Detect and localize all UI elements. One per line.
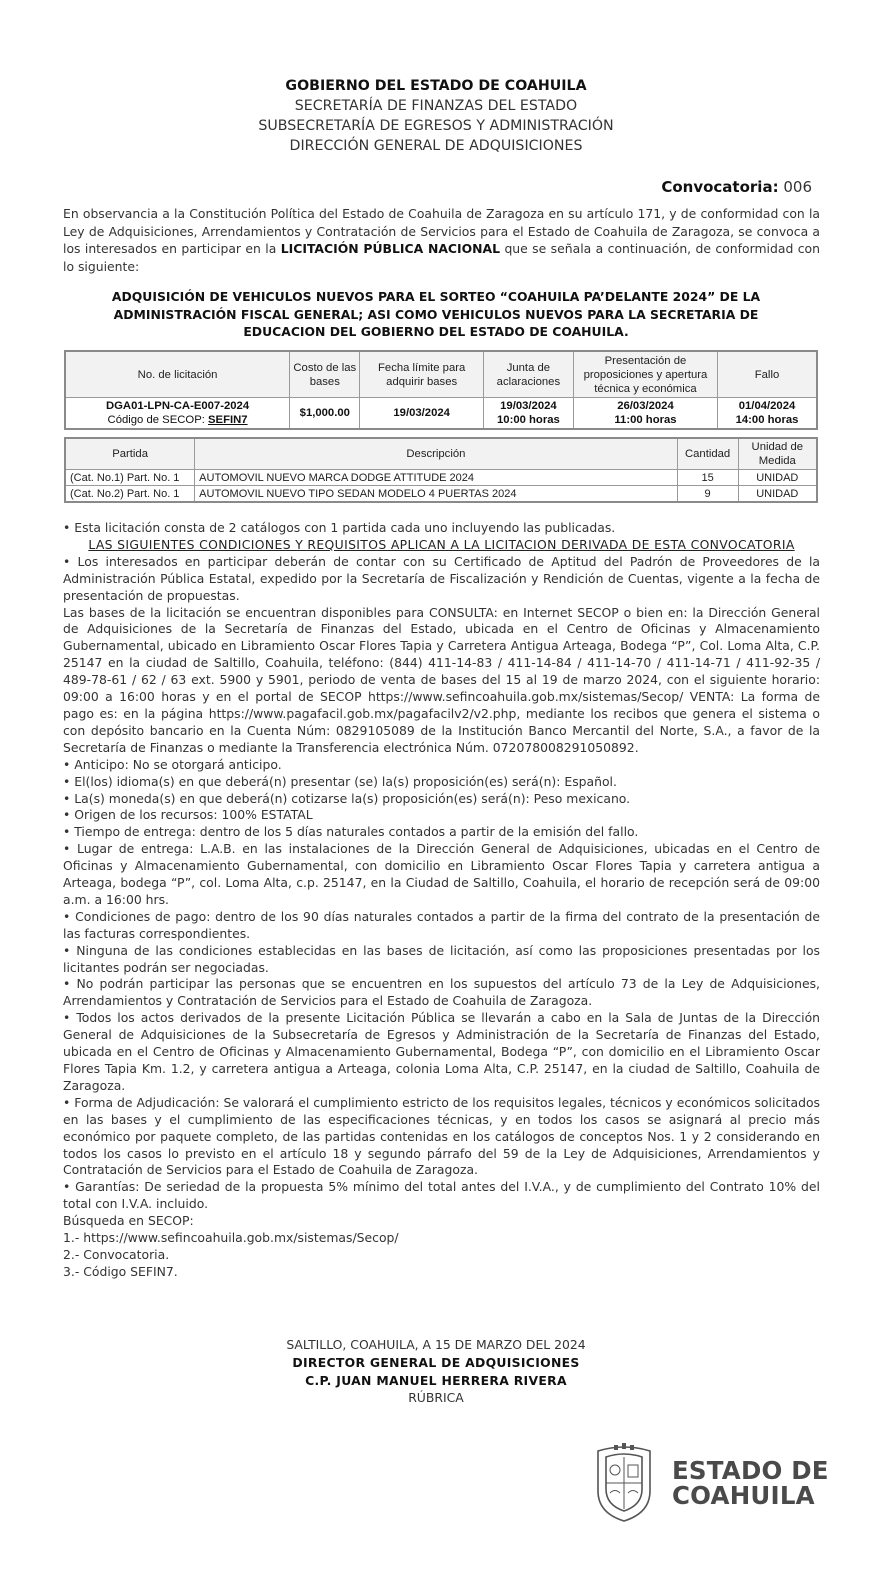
estado-coahuila-logo: [672, 1458, 829, 1508]
logo-line-1: ESTADO DE: [672, 1456, 829, 1485]
government-title: GOBIERNO DEL ESTADO DE COAHUILA: [285, 78, 587, 94]
unidad-cell: UNIDAD: [738, 470, 817, 486]
cell-junta: [483, 398, 573, 430]
header-partida: Partida: [65, 438, 195, 470]
codigo-secop: [68, 413, 287, 427]
origen-item: • Origen de los recursos: 100% ESTATAL: [63, 807, 820, 824]
header-costo: Costo de las bases: [290, 351, 360, 398]
header-descripcion: Descripción: [195, 438, 677, 470]
partida-cell: (Cat. No.1) Part. No. 1: [65, 470, 195, 486]
table-row: [65, 486, 817, 503]
partida-cell: (Cat. No.2) Part. No. 1: [65, 486, 195, 503]
licitacion-row: [65, 398, 817, 430]
presentacion-hora: 11:00 horas: [614, 414, 677, 426]
header-presentacion: Presentación de proposiciones y apertura técnica y económica: [573, 351, 717, 398]
junta-hora: 10:00 horas: [497, 414, 560, 426]
licitacion-table: [64, 350, 818, 430]
table-row: [65, 470, 817, 486]
cell-fallo: [718, 398, 817, 430]
bases-paragraph: Las bases de la licitación se encuentran disponibles para CONSULTA: en Internet SECOP o bien en: la Dirección General de Adquisiciones de la Secretaría de Finanzas del Estado, ubicada en el Centro de Oficinas y Almacenamiento Gubernamental, ubicado en Libramiento Oscar Flores Tapia y Carretera Antigua Arteaga, Bodega “P”, Col. Loma Alta, C.P. 25147 en la ciudad de Saltillo, Coahuila, teléfono: (844) 411-14-83 / 411-14-84 / 411-14-70 / 411-14-71 / 411-92-35 / 489-78-61 / 62 / 63 ext. 5900 y 5901, periodo de venta de bases del 15 al 19 de marzo 2024, con el siguiente horario: 09:00 a 16:00 horas y en el portal de SECOP https://www.sefincoahuila.gob.mx/sistemas/Secop/ VENTA: La forma de pago es: en la página https://www.pagafacil.gob.mx/pagafacilv2/v2.php, mediante los recibos que genera el sistema o con depósito bancario en la Cuenta Núm: 0829105089 de la Institución Banco Mercantil del Norte, S.A., a favor de la Secretaría de Finanzas o mediante la Transferencia electrónica Núm. 072078008291050892.: [63, 604, 820, 755]
licitacion-number: DGA01-LPN-CA-E007-2024: [105, 400, 250, 412]
subject-heading: ADQUISICIÓN DE VEHICULOS NUEVOS PARA EL SORTEO “COAHUILA PA’DELANTE 2024” DE LA ADMINISTRACIÓN FISCAL GENERAL; ASI COMO VEHICULOS NUEVOS PARA LA SECRETARIA DE EDUCACION DEL GOBIERNO DEL ESTADO DE COAHUILA.: [111, 289, 761, 339]
licitacion-header-row: [65, 351, 817, 398]
cell-numero: [65, 398, 290, 430]
descripcion-cell: AUTOMOVIL NUEVO MARCA DODGE ATTITUDE 2024: [195, 470, 677, 486]
codigo-value: SEFIN7: [208, 414, 248, 426]
unidad-cell: UNIDAD: [738, 486, 817, 503]
actos-item: • Todos los actos derivados de la presente Licitación Pública se llevarán a cabo en la Sala de Juntas de la Dirección General de Adquisiciones de la Subsecretaría de Egresos y Administración de la Secretaría de Finanzas del Estado, ubicada en el Centro de Oficinas y Almacenamiento Gubernamental, Bodega “P”, con domicilio en el Libramiento Oscar Flores Tapia Km. 1.2, y carretera antigua a Arteaga, colonia Loma Alta, C.P. 25147, en la ciudad de Saltillo, Coahuila de Zaragoza.: [63, 1010, 820, 1095]
header-unidad: Unidad de Medida: [738, 438, 817, 470]
certificado-item: • Los interesados en participar deberán de contar con su Certificado de Aptitud del Padrón de Proveedores de la Administración Pública Estatal, expedido por la Secretaría de Fiscalización y Rendición de Cuentas, vigente a la fecha de presentación de propuestas.: [63, 554, 820, 605]
direccion-title: DIRECCIÓN GENERAL DE ADQUISICIONES: [289, 138, 583, 154]
header-numero: No. de licitación: [65, 351, 290, 398]
busqueda-step-2: 2.- Convocatoria.: [63, 1246, 170, 1262]
busqueda-title: Búsqueda en SECOP:: [63, 1213, 194, 1229]
busqueda-step-3: 3.- Código SEFIN7.: [63, 1263, 178, 1279]
cantidad-cell: 9: [677, 486, 738, 503]
lugar-item: • Lugar de entrega: L.A.B. en las instalaciones de la Dirección General de Adquisiciones, ubicadas en el Centro de Oficinas y Almacenamiento Gubernamental, con domicilio en Libramiento Oscar Flores Tapia y carretera antigua a Arteaga, bodega “P”, col. Loma Alta, c.p. 25147, en la Ciudad de Saltillo, Coahuila, el horario de recepción será de 09:00 a.m. a 16:00 hrs.: [63, 841, 820, 909]
header-junta: Junta de aclaraciones: [483, 351, 573, 398]
header-fallo: Fallo: [718, 351, 817, 398]
conditions-heading: LAS SIGUIENTES CONDICIONES Y REQUISITOS APLICAN A LA LICITACION DERIVADA DE ESTA CONVOCATORIA: [88, 536, 795, 552]
cell-presentacion: [573, 398, 717, 430]
intro-paragraph: [63, 205, 820, 275]
coat-of-arms-icon: [588, 1443, 660, 1523]
partidas-table: [64, 437, 818, 503]
header-cantidad: Cantidad: [677, 438, 738, 470]
convocatoria-number: 006: [783, 178, 812, 196]
moneda-item: • La(s) moneda(s) en que deberá(n) cotizarse la(s) proposición(es) será(n): Peso mexicano.: [63, 791, 820, 808]
subsecretaria-title: SUBSECRETARÍA DE EGRESOS Y ADMINISTRACIÓN: [258, 118, 614, 134]
intro-text-before: En observancia a la Constitución Política del Estado de Coahuila de Zaragoza en su artículo 171, y de conformidad con la Ley de Adquisiciones, Arrendamientos y Contratación de Servicios para el Estado de Coahuila de Zaragoza, se convoca a los interesados en participar en la: [63, 206, 820, 257]
header: [0, 76, 872, 156]
cell-fecha-limite: 19/03/2024: [360, 398, 483, 430]
secretaria-title: SECRETARÍA DE FINANZAS DEL ESTADO: [294, 98, 578, 114]
catalogos-note: • Esta licitación consta de 2 catálogos con 1 partida cada uno incluyendo las publicadas.: [63, 520, 820, 537]
conditions-body: [63, 520, 820, 1281]
fallo-fecha: 01/04/2024: [738, 400, 796, 412]
idioma-item: • El(los) idioma(s) en que deberá(n) presentar (se) la(s) proposición(es) será(n): Español.: [63, 774, 820, 791]
cell-costo: $1,000.00: [290, 398, 360, 430]
intro-text-after: que se señala a continuación, de conformidad con lo siguiente:: [63, 241, 820, 274]
anticipo-item: • Anticipo: No se otorgará anticipo.: [63, 757, 820, 774]
signature-block: [0, 1336, 872, 1407]
no-podran-item: • No podrán participar las personas que se encuentren en los supuestos del artículo 73 de la Ley de Adquisiciones, Arrendamientos y Contratación de Servicios para el Estado de Coahuila de Zaragoza.: [63, 976, 820, 1010]
logo-line-2: COAHUILA: [672, 1481, 815, 1510]
intro-bold: LICITACIÓN PÚBLICA NACIONAL: [280, 241, 501, 257]
partidas-header-row: [65, 438, 817, 470]
signer-name: C.P. JUAN MANUEL HERRERA RIVERA: [305, 1372, 567, 1388]
codigo-label: Código de SECOP:: [107, 414, 205, 426]
busqueda-step-1: 1.- https://www.sefincoahuila.gob.mx/sistemas/Secop/: [63, 1230, 399, 1246]
tiempo-item: • Tiempo de entrega: dentro de los 5 días naturales contados a partir de la emisión del fallo.: [63, 824, 820, 841]
fallo-hora: 14:00 horas: [735, 414, 799, 426]
ninguna-item: • Ninguna de las condiciones establecidas en las bases de licitación, así como las proposiciones presentadas por los licitantes podrán ser negociadas.: [63, 943, 820, 977]
garantias-item: • Garantías: De seriedad de la propuesta 5% mínimo del total antes del I.V.A., y de cumplimiento del Contrato 10% del total con I.V.A. incluido.: [63, 1179, 820, 1213]
adjudicacion-item: • Forma de Adjudicación: Se valorará el cumplimiento estricto de los requisitos legales, técnicos y económicos solicitados en las bases y el cumplimiento de las especificaciones técnicas, y en todos los casos se asignará al precio más económico por paquete completo, de las partidas contenidas en los catálogos de conceptos Nos. 1 y 2 considerando en todos los casos lo previsto en el artículo 18 y segundo párrafo del 59 de la Ley de Adquisiciones, Arrendamientos y Contratación de Servicios para el Estado de Coahuila de Zaragoza.: [63, 1095, 820, 1180]
signer-title: DIRECTOR GENERAL DE ADQUISICIONES: [292, 1354, 580, 1370]
header-fecha-limite: Fecha límite para adquirir bases: [360, 351, 483, 398]
rubrica: RÚBRICA: [408, 1390, 464, 1406]
presentacion-fecha: 26/03/2024: [617, 400, 674, 412]
convocatoria-label: Convocatoria:: [661, 178, 779, 196]
place-date: SALTILLO, COAHUILA, A 15 DE MARZO DEL 2024: [286, 1337, 586, 1352]
junta-fecha: 19/03/2024: [500, 400, 557, 412]
cantidad-cell: 15: [677, 470, 738, 486]
convocatoria: [661, 178, 812, 196]
descripcion-cell: AUTOMOVIL NUEVO TIPO SEDAN MODELO 4 PUERTAS 2024: [195, 486, 677, 503]
pago-item: • Condiciones de pago: dentro de los 90 días naturales contados a partir de la firma del contrato de la presentación de las facturas correspondientes.: [63, 909, 820, 943]
